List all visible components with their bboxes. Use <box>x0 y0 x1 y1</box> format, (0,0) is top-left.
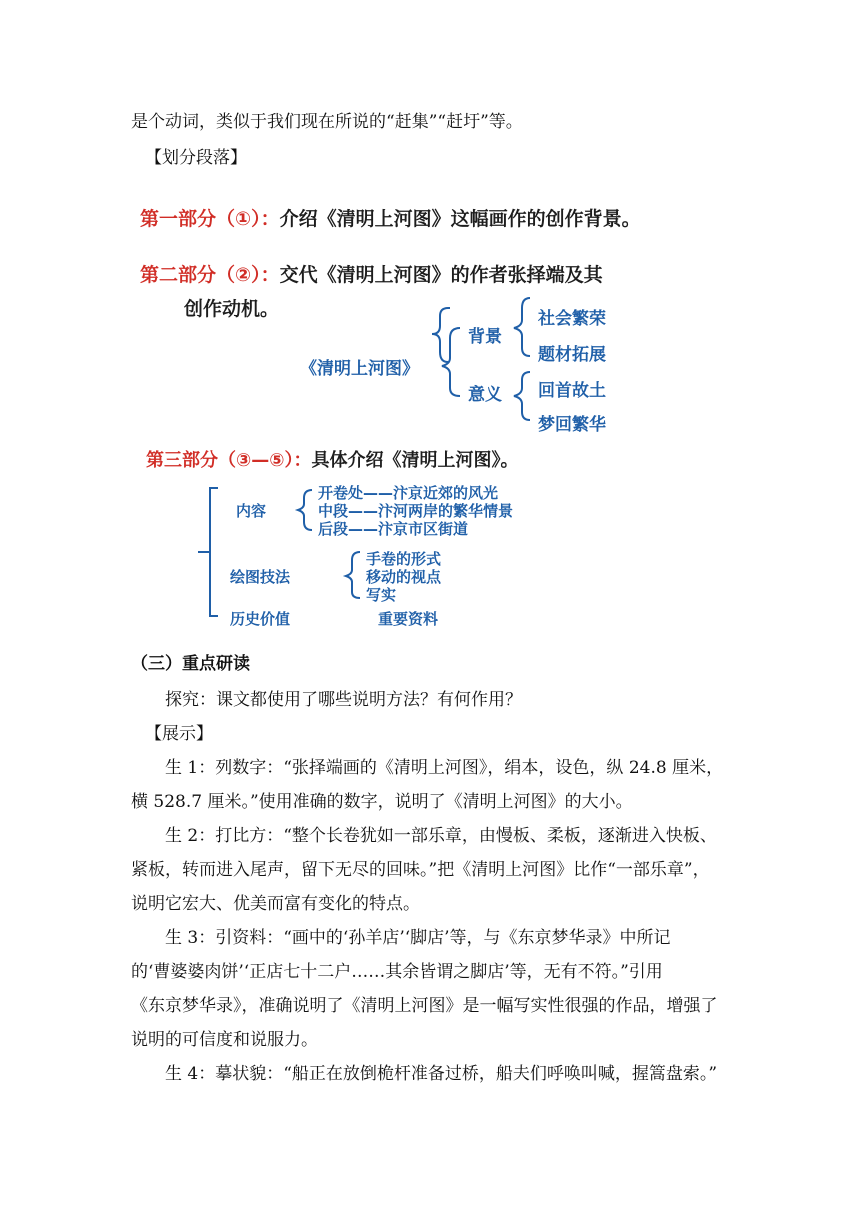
content-item: 开卷处——汴京近郊的风光 <box>318 484 499 502</box>
text-line: 紧板，转而进入尾声，留下无尽的回味。”把《清明上河图》比作“一部乐章”， <box>131 860 710 880</box>
branch-significance: 意义 <box>468 385 502 405</box>
structure-diagram-part3 <box>128 446 698 636</box>
show-heading: 【展示】 <box>145 724 213 744</box>
text-line: 横 528.7 厘米。”使用准确的数字，说明了《清明上河图》的大小。 <box>131 792 633 812</box>
part3-heading <box>146 446 518 472</box>
part2-text: 交代《清明上河图》的作者张择端及其 <box>279 264 603 286</box>
diagram-root: 《清明上河图》 <box>300 359 419 379</box>
text-line: 的‘曹婆婆肉饼’‘正店七十二户……其余皆谓之脚店’等，无有不符。”引用 <box>131 962 663 982</box>
technique-label: 绘图技法 <box>230 568 291 586</box>
section-title: （三）重点研读 <box>131 654 250 674</box>
content-item: 中段——汴河两岸的繁华情景 <box>318 502 514 520</box>
value-text: 重要资料 <box>378 610 439 628</box>
part2-label: 第二部分（②）： <box>140 264 280 286</box>
text-line: 生 1：列数字：“张择端画的《清明上河图》，绢本，设色，纵 24.8 厘米， <box>165 758 724 778</box>
technique-item: 移动的视点 <box>366 568 442 586</box>
section-heading: 【划分段落】 <box>145 148 247 168</box>
text-line: 说明它宏大、优美而富有变化的特点。 <box>131 894 420 914</box>
inquiry-line: 探究：课文都使用了哪些说明方法？有何作用？ <box>165 690 522 710</box>
root-brace <box>128 176 698 446</box>
part2-text-cont: 创作动机。 <box>184 298 280 320</box>
text-line: 生 2：打比方：“整个长卷犹如一部乐章，由慢板、柔板，逐渐进入快板、 <box>165 826 717 846</box>
branch-item: 社会繁荣 <box>538 309 606 329</box>
branch-item: 回首故土 <box>538 381 606 401</box>
part1-text: 介绍《清明上河图》这幅画作的创作背景。 <box>279 208 641 230</box>
part1-label: 第一部分（①）： <box>140 208 280 230</box>
text-line: 说明的可信度和说服力。 <box>131 1030 318 1050</box>
paragraph-line: 是个动词，类似于我们现在所说的“赶集”“赶圩”等。 <box>131 112 523 132</box>
content-item: 后段——汴京市区街道 <box>318 520 469 538</box>
text-line: 《东京梦华录》，准确说明了《清明上河图》是一幅写实性很强的作品，增强了 <box>131 996 718 1016</box>
branch-item: 梦回繁华 <box>538 415 606 435</box>
technique-item: 手卷的形式 <box>366 550 442 568</box>
part3-label: 第三部分（③—⑤）： <box>146 450 312 471</box>
technique-item: 写实 <box>366 586 397 604</box>
text-line: 生 3：引资料：“画中的‘孙羊店’‘脚店’等，与《东京梦华录》中所记 <box>165 928 671 948</box>
content-label: 内容 <box>236 502 267 520</box>
value-label: 历史价值 <box>230 610 291 628</box>
branch-item: 题材拓展 <box>538 345 606 365</box>
structure-diagram-part1-2 <box>128 176 698 446</box>
text-line: 生 4：摹状貌：“船正在放倒桅杆准备过桥，船夫们呼唤叫喊，握篙盘索。” <box>165 1064 718 1084</box>
branch-background: 背景 <box>468 327 502 347</box>
part3-text: 具体介绍《清明上河图》。 <box>311 450 519 471</box>
